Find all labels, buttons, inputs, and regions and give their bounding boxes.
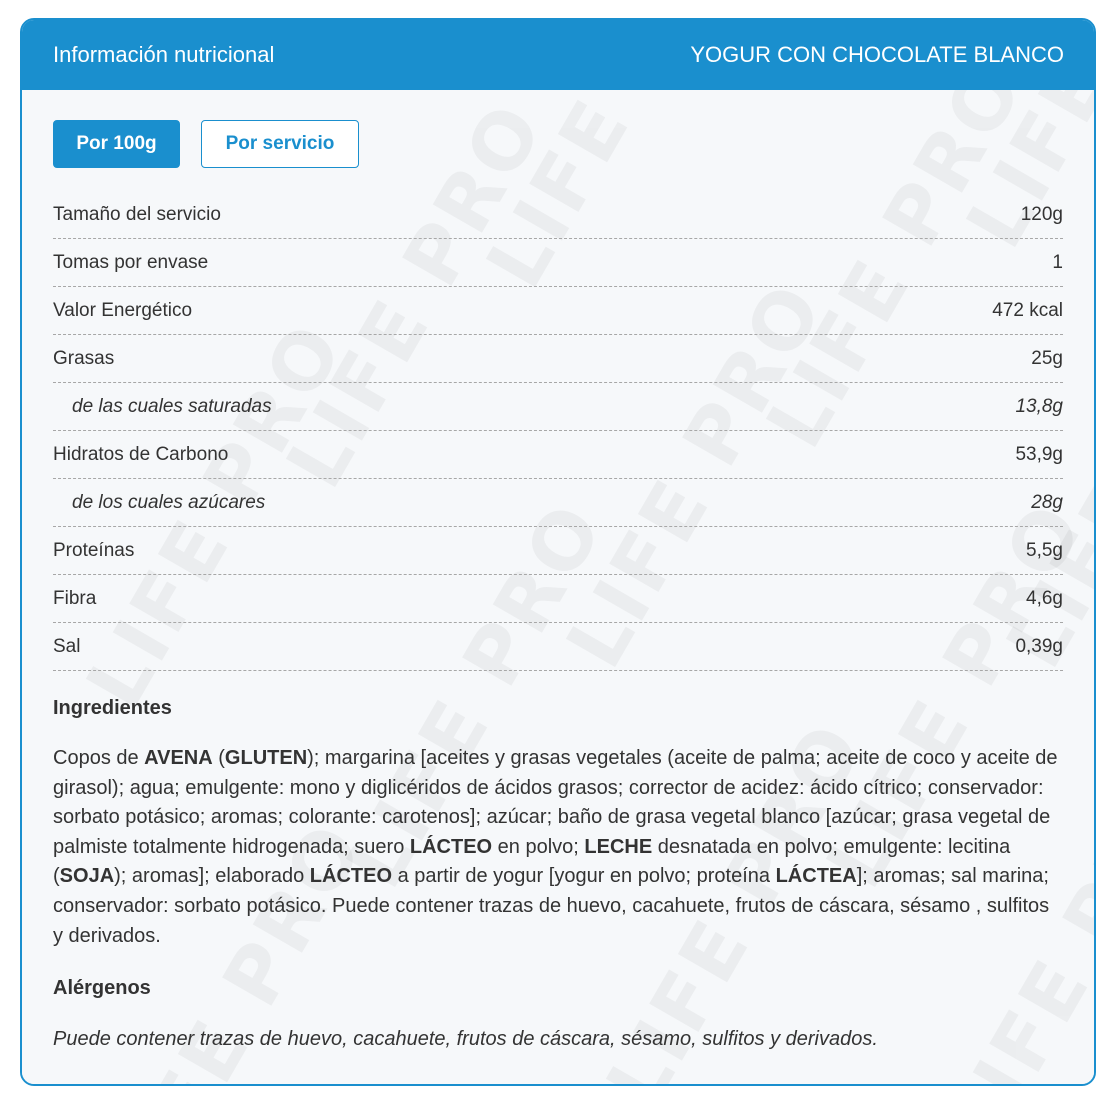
ingredient-text: ]; aromas; sal marina; conservador: sorbato potásico. Puede contener trazas de huevo, cacahuete, frutos de cáscara, sésamo , sulfitos y derivados. xyxy=(53,865,1050,947)
table-row xyxy=(53,191,1063,239)
card-body xyxy=(22,90,1094,1084)
row-label: Tomas por envase xyxy=(53,251,209,273)
ingredient-text: ( xyxy=(212,747,225,769)
nutrition-card xyxy=(20,18,1096,1086)
table-row xyxy=(53,527,1063,575)
allergen-highlight: LÁCTEA xyxy=(775,865,857,888)
row-label: de los cuales azúcares xyxy=(72,491,266,513)
row-value: 5,5g xyxy=(1026,539,1063,561)
allergen-highlight: LÁCTEO xyxy=(409,835,493,858)
row-value: 53,9g xyxy=(1015,443,1063,465)
row-value: 1 xyxy=(1052,251,1063,273)
row-value: 25g xyxy=(1031,347,1063,369)
allergens-title: Alérgenos xyxy=(53,977,151,1000)
row-label: Sal xyxy=(53,635,81,657)
row-value: 0,39g xyxy=(1015,635,1063,657)
tab-per-100g[interactable]: Por 100g xyxy=(53,120,180,168)
ingredient-text: Copos de xyxy=(53,747,145,769)
table-row xyxy=(53,287,1063,335)
ingredient-text: ); aromas]; elaborado xyxy=(114,865,310,888)
allergen-highlight: GLUTEN xyxy=(224,747,308,769)
ingredient-text: ); margarina [aceites y grasas vegetales (aceite de palma; aceite de coco y aceite de girasol); agua; emulgente: mono y diglicéridos de ácidos grasos; corrector de acidez: ácido cítrico; conservador: sorbato potásico; aromas; colorante: carotenos]; azúcar; baño de grasa vegetal blanco [azúcar; grasa vegetal de palmiste totalmente hidrogenada; suero xyxy=(53,747,1058,858)
row-label: Valor Energético xyxy=(53,299,193,321)
ingredient-text: a partir de yogur [yogur en polvo; proteína xyxy=(392,865,776,888)
tab-per-serving[interactable]: Por servicio xyxy=(201,120,359,168)
product-name: YOGUR CON CHOCOLATE BLANCO xyxy=(690,42,1064,67)
header-title: Información nutricional xyxy=(53,42,275,67)
table-row xyxy=(53,239,1063,287)
row-label: Fibra xyxy=(53,587,97,609)
allergens-text: Puede contener trazas de huevo, cacahuete, frutos de cáscara, sésamo, sulfitos y derivados. xyxy=(53,1028,878,1051)
table-row xyxy=(53,479,1063,527)
row-value: 472 kcal xyxy=(992,299,1063,321)
allergen-highlight: AVENA xyxy=(144,747,213,769)
row-value: 28g xyxy=(1031,491,1063,513)
row-value: 13,8g xyxy=(1015,395,1063,417)
row-label: Grasas xyxy=(53,347,115,369)
table-row xyxy=(53,383,1063,431)
content xyxy=(53,90,1063,1051)
ingredient-text: desnatada en polvo; emulgente: lecitina ( xyxy=(53,835,1011,888)
table-row xyxy=(53,431,1063,479)
row-label: de las cuales saturadas xyxy=(72,395,272,417)
allergen-highlight: LECHE xyxy=(584,835,653,858)
row-label: Tamaño del servicio xyxy=(53,203,221,225)
allergen-highlight: LÁCTEO xyxy=(309,865,393,888)
row-label: Proteínas xyxy=(53,539,135,561)
allergen-highlight: SOJA xyxy=(59,865,115,888)
serving-tabs xyxy=(53,120,1063,168)
row-value: 4,6g xyxy=(1026,587,1063,609)
ingredients-title: Ingredientes xyxy=(53,697,172,719)
table-row xyxy=(53,335,1063,383)
ingredient-text: en polvo; xyxy=(492,835,585,858)
nutrition-table xyxy=(53,191,1063,671)
row-label: Hidratos de Carbono xyxy=(53,443,229,465)
ingredients-text xyxy=(53,744,1063,951)
table-row xyxy=(53,575,1063,623)
card-header xyxy=(22,20,1094,90)
row-value: 120g xyxy=(1020,203,1063,225)
table-row xyxy=(53,623,1063,671)
